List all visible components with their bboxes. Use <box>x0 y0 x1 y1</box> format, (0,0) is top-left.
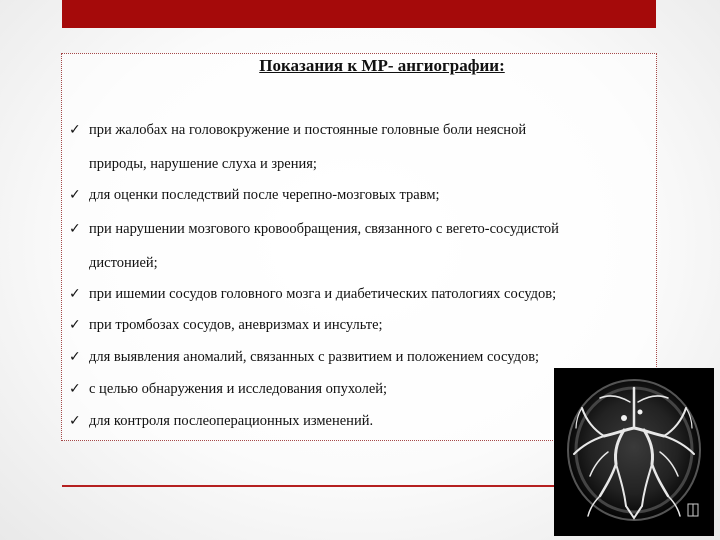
check-icon: ✓ <box>69 381 81 397</box>
indication-text: при жалобах на головокружение и постоянные головные боли неясной <box>89 122 527 138</box>
indication-text: для оценки последствий после черепно-мозговых травм; <box>89 187 440 203</box>
check-icon: ✓ <box>69 221 81 237</box>
indication-item-7 <box>69 379 387 399</box>
indication-item-4 <box>69 284 556 304</box>
indication-text: для выявления аномалий, связанных с развитием и положением сосудов; <box>89 349 540 365</box>
check-icon: ✓ <box>69 187 81 203</box>
indication-text: при тромбозах сосудов, аневризмах и инсульте; <box>89 317 383 333</box>
indication-text: при нарушении мозгового кровообращения, связанного с вегето-сосудистой <box>89 221 559 237</box>
indication-text: с целью обнаружения и исследования опухолей; <box>89 381 388 397</box>
indication-text-continued: дистонией; <box>89 255 158 271</box>
indication-text: для контроля послеоперационных изменений. <box>89 413 374 429</box>
indication-item-2 <box>69 185 440 205</box>
check-icon: ✓ <box>69 286 81 302</box>
mr-angiography-image <box>554 368 714 536</box>
check-icon: ✓ <box>69 413 81 429</box>
slide-title: Показания к МР- ангиографии: <box>259 56 505 75</box>
indication-text-continued: природы, нарушение слуха и зрения; <box>89 156 317 172</box>
indication-item-8 <box>69 411 373 431</box>
indication-text: при ишемии сосудов головного мозга и диабетических патологиях сосудов; <box>89 286 557 302</box>
top-accent-bar <box>62 0 656 28</box>
indication-item-1 <box>69 120 526 174</box>
check-icon: ✓ <box>69 349 81 365</box>
brain-vessels-illustration <box>554 368 714 536</box>
indication-item-3 <box>69 219 559 273</box>
indication-item-5 <box>69 315 383 335</box>
check-icon: ✓ <box>69 317 81 333</box>
check-icon: ✓ <box>69 122 81 138</box>
indication-item-6 <box>69 347 539 367</box>
